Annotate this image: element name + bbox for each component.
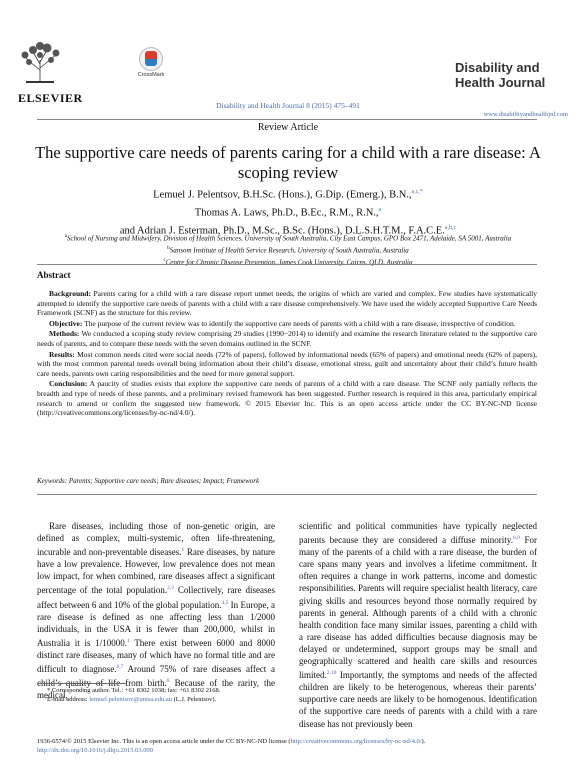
section-label: Methods: [49, 329, 80, 339]
affiliation-text: Sansom Institute of Health Service Research, University of South Australia, Australia [169, 246, 409, 255]
journal-url-link[interactable]: www.disabilityandhealthjnl.com [483, 111, 568, 118]
license-link[interactable]: http://creativecommons.org/licenses/by-nc-nd/4.0/ [290, 738, 422, 745]
affiliation [20, 256, 556, 268]
section-text: The purpose of the current review was to identify the supportive care needs of parents with a child with a rare disease, irrespective of condition. [82, 318, 516, 328]
author-affil-marker[interactable]: a,b,c [444, 225, 457, 231]
elsevier-tree-icon [18, 40, 62, 84]
elsevier-logo [18, 40, 83, 110]
corresponding-author: * Corresponding author. Tel.: +61 8302 1038; fax: +61 8302 2168. [47, 687, 221, 694]
affiliation-marker: a [64, 234, 68, 239]
abstract-section [37, 319, 537, 329]
abstract-section [37, 329, 537, 348]
section-label: Results: [49, 349, 75, 359]
header-divider [37, 119, 537, 120]
abstract-top-divider [37, 264, 537, 265]
email-tail: (L.J. Pelentsov). [171, 696, 217, 703]
affiliation [20, 244, 556, 256]
author-name[interactable]: Lemuel J. Pelentsov, B.H.Sc. (Hons.), G.Dip. (Emerg.), B.N., [153, 189, 412, 201]
issn-close: ). [421, 738, 426, 745]
author-affil-marker[interactable]: a,c,* [411, 189, 423, 195]
section-text: A paucity of studies exists that explore the supportive care needs of parents of a child with a rare disease. The SCNF only partially reflects the breadth and type of needs of these parents, and a preliminary revised framework has been suggested. Further research is required in this area, particularly empirical research to amend or confirm the suggested new framework. © 2015 Elsevier Inc. This is an open access article under the CC BY-NC-ND license (http://creativecommons.org/licenses/by-nc-nd/4.0/). [37, 379, 537, 418]
abstract-bottom-divider [37, 494, 537, 495]
body-paragraph: scientific and political communities have typically neglected parents because they are considered a diffuse minority.$^{6,9}$ For many of the parents of a child with a rare disease, the burden of care spans many years and involves a lifetime commitment. It often requires a change in work patterns, income and domestic responsibilities. Parents will require specialist health literacy, care giving skills and resources beyond those normally required by parents in general. Although parents of a child with a chronic health condition face many similar issues, parenting a child with a rare disease has added difficulties because diagnosis may be delayed or undetermined, support groups may be small and geographically scattered and health care skills and resources limited.$^{2,10}$ Importantly, the symptoms and needs of the affected children are likely to be heterogenous, whereas their parents’ supportive care needs are likely to be homogenous. Identification of the supportive care needs of parents with a child with a rare disease has not previously been [299, 521, 537, 729]
author-line [20, 185, 556, 203]
author-affil-marker[interactable]: a [378, 207, 382, 213]
section-text: Parents caring for a child with a rare disease report unmet needs, the origins of which are varied and complex. Few studies have systematically attempted to identify the supportive care needs of parents with a child with a rare disease comprehensively. We have used the widely accepted Supportive Care Needs Framework (SCNF) as the structure for this review. [37, 289, 537, 318]
section-label: Objective: [49, 318, 83, 328]
author-name[interactable]: Thomas A. Laws, Ph.D., B.Ec., R.M., R.N., [194, 207, 379, 219]
body-paragraph: Rare diseases, including those of non-genetic origin, are defined as complex, multi-systemic, often life-threatening, incurable and non-preventable diseases.$^1$ Rare diseases, by nature have a low prevalence. However, low prevalence does not mean low impact, for when combined, rare diseases affect a significant percentage of the total population.$^{2,3}$ Collectively, rare diseases affect between 6 and 10% of the global population.$^{4,5}$ In Europe, a rare disease is defined as one affecting less than 1/2000 individuals, in the USA it is fewer than 200,000, whilst in Australia it is 1/10000.$^1$ There exist between 6000 and 8000 distinct rare diseases, many of which have no formal title and are difficult to diagnose.$^{6,7}$ Around 75% of rare diseases affect a child’s quality of life from birth.$^8$ Because of the rarity, the medical, [37, 521, 275, 701]
issn-text: 1936-6574/© 2015 Elsevier Inc. This is an open access article under the CC BY-NC-ND license ( [37, 738, 291, 745]
article-type: Review Article [257, 122, 319, 133]
abstract-section [37, 350, 537, 379]
journal-citation[interactable]: Disability and Health Journal 8 (2015) 475–491 [216, 101, 360, 110]
section-text: Most common needs cited were social needs (72% of papers), followed by informational needs (65% of papers) and emotional needs (62% of papers), with the most common parental needs overall being information about their child’s disease, emotional stress, guilt and uncertainty about their child’s future health care needs, parents own caring responsibilities and the need for more general support. [37, 349, 537, 378]
affiliation-text: School of Nursing and Midwifery, Division of Health Sciences, University of South Australia, City East Campus, GPO Box 2471, Adelaide, SA 5001, Australia [67, 234, 512, 243]
abstract-section [37, 379, 537, 417]
author-name[interactable]: and Adrian J. Esterman, Ph.D., M.Sc., B.Sc. (Hons.), D.L.S.H.T.M., F.A.C.E. [119, 225, 445, 237]
keywords: Keywords: Parents; Supportive care needs; Rare diseases; Impact; Framework [37, 477, 260, 485]
journal-name: Disability and Health Journal [455, 60, 546, 90]
affiliation-marker: b [167, 245, 170, 251]
footnote-divider [37, 683, 127, 684]
abstract-heading: Abstract [37, 270, 71, 280]
doi-link[interactable]: http://dx.doi.org/10.1016/j.dhjo.2015.03.009 [37, 747, 153, 754]
author-line [20, 203, 556, 221]
affiliation-text: Centre for Chronic Disease Prevention, James Cook University, Cairns, QLD, Australia [165, 257, 413, 266]
publisher-wordmark: ELSEVIER [18, 91, 83, 105]
section-text: We conducted a scoping study review comprising 29 studies (1990−2014) to identify and examine the research literature related to the supportive care needs of parents, and to compare these needs with the seven domains outlined in the SCNF. [37, 329, 537, 348]
email-link[interactable]: lemuel.pelentsov@unisa.edu.au [89, 696, 172, 703]
corresponding-footnote [37, 686, 275, 704]
article-title: The supportive care needs of parents caring for a child with a rare disease: A scoping review [35, 143, 541, 182]
body-column-left [37, 520, 275, 701]
affiliation-marker: c [163, 257, 166, 263]
body-column-right [299, 520, 537, 730]
crossmark-badge[interactable] [131, 47, 171, 78]
author-list [20, 185, 556, 239]
affiliation [20, 232, 556, 244]
abstract-section [37, 289, 537, 318]
abstract-body [37, 289, 537, 419]
email-label: E-mail address: [47, 696, 90, 703]
copyright-footer [37, 737, 557, 755]
crossmark-icon [139, 47, 163, 71]
affiliation-list [20, 232, 556, 267]
section-label: Conclusion: [49, 379, 88, 389]
section-label: Background: [49, 289, 91, 298]
crossmark-label: CrossMark [137, 72, 165, 78]
